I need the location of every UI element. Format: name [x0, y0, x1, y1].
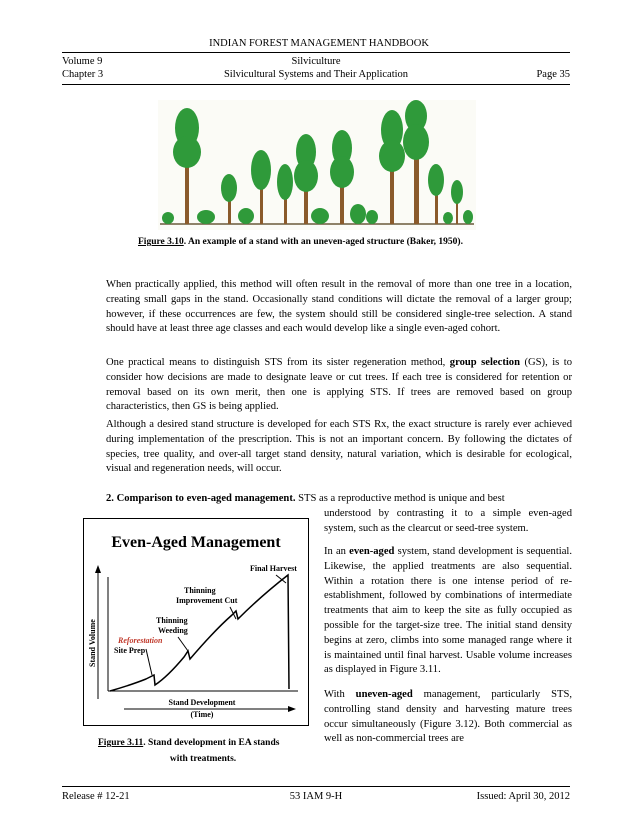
label-improvement-cut: Improvement Cut — [176, 596, 238, 605]
paragraph-2 — [106, 356, 572, 415]
chapter-label: Chapter 3 — [62, 69, 104, 80]
page-number: Page 35 — [536, 69, 570, 80]
label-site-prep: Site Prep — [114, 646, 146, 655]
subject-label: Silviculture — [291, 56, 341, 67]
chapter-title: Silvicultural Systems and Their Application — [223, 69, 409, 80]
right-paragraph-3 — [324, 688, 572, 747]
issued-date: Issued: April 30, 2012 — [476, 791, 570, 802]
even-aged-management-diagram — [84, 519, 308, 725]
label-thinning-2: Thinning — [156, 616, 188, 625]
paragraph-2-a: One practical means to distinguish STS from its sister regeneration method, — [106, 357, 450, 368]
handbook-title: INDIAN FOREST MANAGEMENT HANDBOOK — [209, 38, 429, 49]
right-paragraph-2-a: In an — [324, 546, 350, 557]
footer-rule — [62, 786, 570, 787]
figure-310-caption — [138, 237, 558, 247]
label-weeding: Weeding — [158, 626, 188, 635]
release-number: Release # 12-21 — [62, 791, 130, 802]
figure-311-caption-line-1 — [98, 738, 308, 748]
right-paragraph-2-bold: even-aged — [349, 546, 395, 557]
footer — [62, 791, 570, 805]
header-rule-top — [62, 52, 570, 53]
section-2-heading: 2. Comparison to even-aged management. — [106, 493, 296, 504]
even-aged-management-figure — [83, 518, 309, 726]
x-axis-sublabel: (Time) — [190, 710, 214, 719]
paragraph-2-bold: group selection — [449, 357, 520, 368]
right-paragraph-1: understood by contrasting it to a simple even-aged system, such as the clearcut or seed-tree system. — [324, 508, 572, 534]
label-final-harvest: Final Harvest — [250, 564, 297, 573]
right-paragraph-3-b: management, particularly STS, controlling stand density and harvesting mature trees occur simultaneously (Figure 3.12). Both commercial as well as non-commercial trees are — [324, 689, 572, 745]
uneven-aged-stand-illustration — [158, 100, 476, 230]
label-thinning-1: Thinning — [184, 586, 216, 595]
figure-311-caption-line-2: with treatments. — [169, 754, 237, 764]
right-paragraph-2-b: system, stand development is sequential. Likewise, the applied treatments are also sequential. Within a rotation there is one intense period of re-establishment, followed by combinations of intermediate treatments that aim to keep the site as fully occupied as possible for the target-size tree. The initial stand density begins at zero, climbs into some managed range where it is maintained until final harvest. Usable volume increases as displayed in Figure 3.11. — [324, 546, 572, 676]
right-paragraph-3-bold: uneven-aged — [355, 689, 413, 700]
figure-310-label: Figure 3.10 — [138, 237, 184, 247]
document-code: 53 IAM 9-H — [289, 791, 343, 802]
header-rule-bottom — [62, 84, 570, 85]
paragraph-2-b: (GS), is to consider how decisions are made to designate leave or cut trees. If each tree is considered for retention or removal based on its own merit, then one is applying STS. If trees are removed based on group characteristics, then GS is being applied. — [106, 357, 572, 413]
header-row-1 — [62, 56, 570, 70]
x-axis-label: Stand Development — [168, 698, 236, 707]
paragraph-3: Although a desired stand structure is developed for each STS Rx, the exact structure is rarely ever achieved during implementation of the prescription. This is not an important concern. By following the dictates of species, tree quality, and over-all target stand density, natural variation, which is desirable for ecological, visual and regeneration needs, will occur. — [106, 419, 572, 475]
figure-310-caption-text: . An example of a stand with an uneven-aged structure (Baker, 1950). — [183, 237, 463, 247]
volume-label: Volume 9 — [62, 56, 103, 67]
header-row-2 — [62, 69, 570, 83]
section-2-heading-line — [106, 492, 576, 507]
diagram-title: Even-Aged Management — [111, 534, 281, 551]
figure-311-caption-text: . Stand development in EA stands — [143, 738, 280, 748]
y-axis-label: Stand Volume — [88, 619, 97, 667]
right-paragraph-3-a: With — [324, 689, 356, 700]
paragraph-1: When practically applied, this method will often result in the removal of more than one tree in a location, creating small gaps in the stand. Occasionally stand conditions will dictate the removal of a larger group; however, if these occurrences are few, the system should still be considered single-tree selection. A stand should have at least three age classes and each would develop like a single even-aged cohort. — [106, 279, 572, 335]
section-2-lead: STS as a reproductive method is unique and best — [295, 493, 505, 504]
label-reforestation: Reforestation — [118, 636, 163, 645]
figure-311-label: Figure 3.11 — [98, 738, 144, 748]
right-paragraph-2 — [324, 545, 572, 678]
